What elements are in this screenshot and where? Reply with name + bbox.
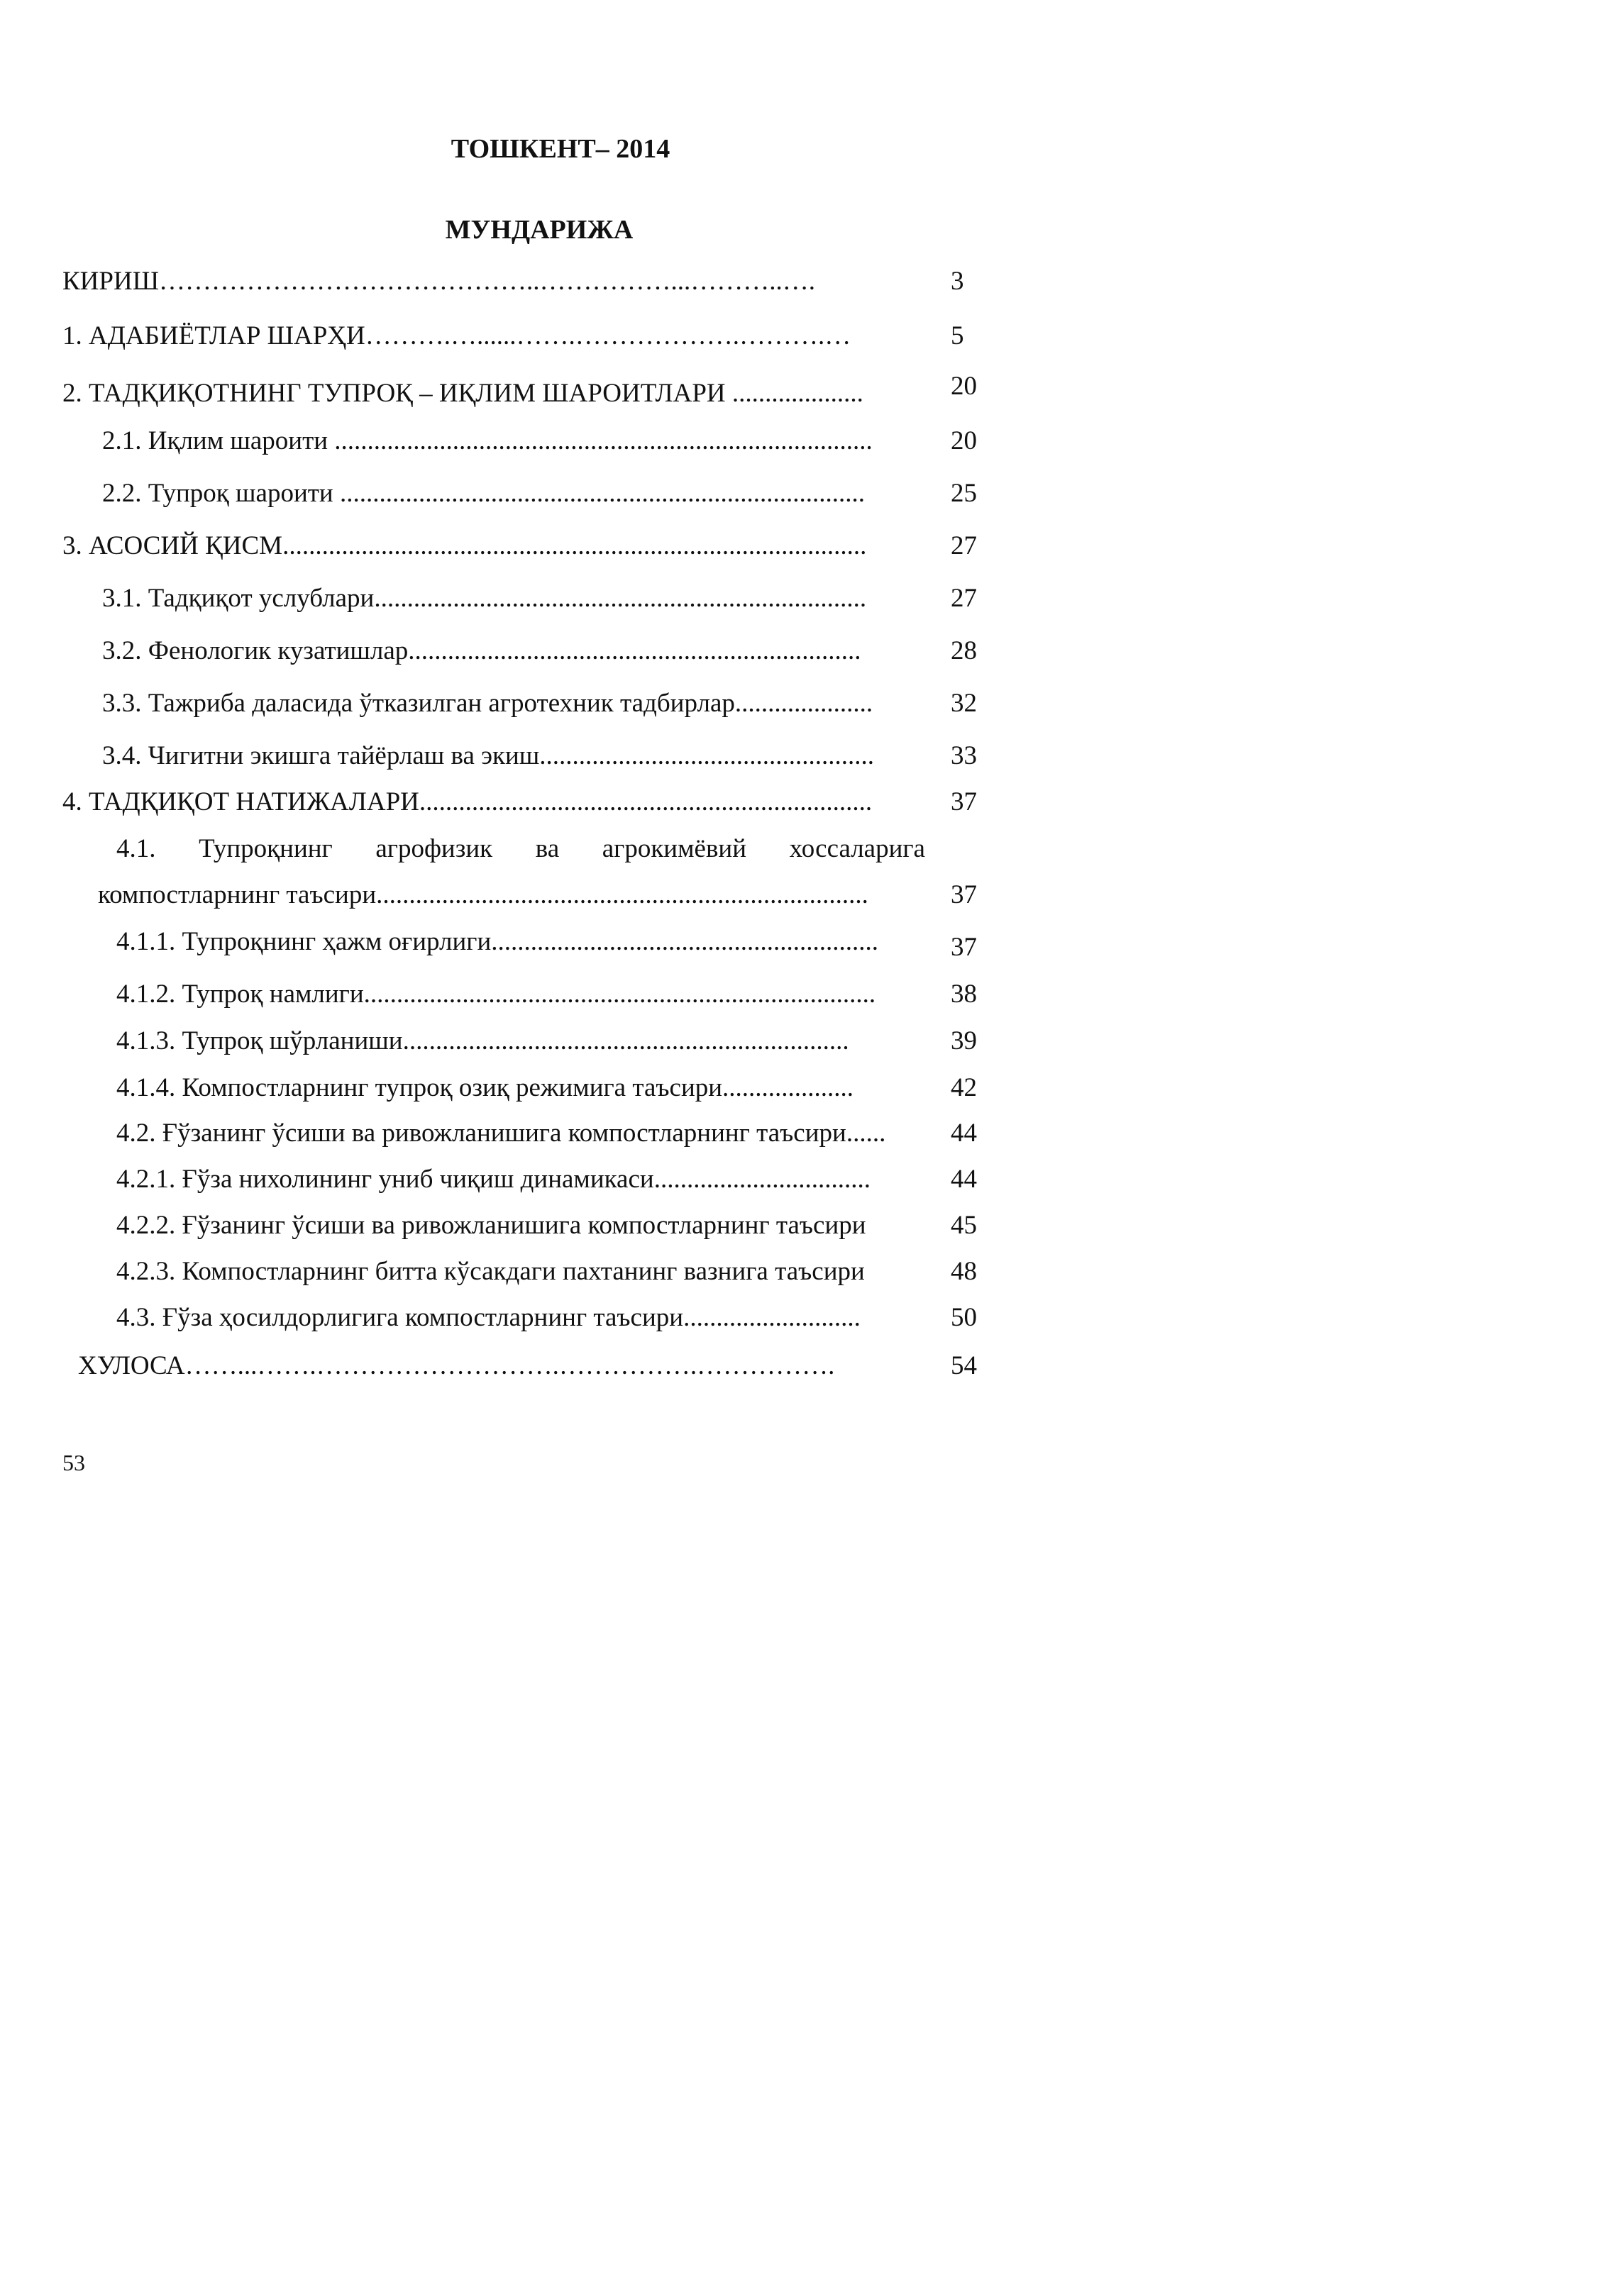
toc-entry-page: 54 <box>951 1351 977 1380</box>
toc-entry-page: 37 <box>951 933 977 962</box>
toc-entry-page: 44 <box>951 1165 977 1194</box>
toc-entry-label: 1. АДАБИЁТЛАР ШАРҲИ……….…......…….……………….……….… <box>62 321 851 350</box>
toc-word: 4.1. <box>116 834 156 863</box>
toc-entry-label: КИРИШ……………………………………..……………...………..…. <box>62 267 816 296</box>
toc-entry-label: 4.2.2. Ғўзанинг ўсиши ва ривожланишига компостларнинг таъсири <box>116 1211 866 1240</box>
toc-word: агрокимёвий <box>602 834 747 863</box>
toc-word: агрофизик <box>375 834 493 863</box>
toc-entry-page: 25 <box>951 479 977 508</box>
toc-entry-page: 32 <box>951 689 977 718</box>
toc-entry-label: 4.2.1. Ғўза нихолининг униб чиқиш динамикаси................................. <box>116 1165 871 1194</box>
toc-entry-label: 3. АСОСИЙ ҚИСМ......................................................................................... <box>62 531 867 560</box>
toc-title: МУНДАРИЖА <box>445 215 634 245</box>
toc-entry-label: 4. ТАДҚИҚОТ НАТИЖАЛАРИ..................................................................... <box>62 787 873 816</box>
toc-entry-page: 5 <box>951 321 964 350</box>
toc-word: ва <box>535 834 560 863</box>
toc-entry-page: 45 <box>951 1211 977 1240</box>
toc-entry-page: 48 <box>951 1257 977 1286</box>
toc-entry-label: 3.3. Тажриба даласида ўтказилган агротехник тадбирлар..................... <box>102 689 873 718</box>
toc-entry-label: 4.1.1. Тупроқнинг ҳажм оғирлиги........................................................... <box>116 927 878 956</box>
toc-entry-label: 3.2. Фенологик кузатишлар..................................................................... <box>102 636 861 665</box>
toc-word: хоссаларига <box>789 834 925 863</box>
toc-entry-label: 3.1. Тадқиқот услублари........................................................................... <box>102 584 867 613</box>
toc-entry-page: 27 <box>951 531 977 560</box>
page-number: 53 <box>62 1450 85 1475</box>
toc-word: Тупроқнинг <box>199 834 333 863</box>
toc-entry-label: 4.1.3. Тупроқ шўрланиши.................................................................... <box>116 1026 849 1055</box>
toc-entry-page: 42 <box>951 1073 977 1102</box>
toc-entry-4-1-first-line <box>116 833 925 864</box>
toc-entry-page: 37 <box>951 787 977 816</box>
toc-entry-page: 38 <box>951 980 977 1009</box>
toc-entry-page: 44 <box>951 1119 977 1148</box>
toc-entry-label: 3.4. Чигитни экишга тайёрлаш ва экиш................................................... <box>102 741 875 770</box>
toc-entry-label: 2.1. Иқлим шароити .................................................................................. <box>102 426 873 455</box>
city-year-heading: ТОШКЕНТ– 2014 <box>451 134 670 164</box>
toc-entry-page: 3 <box>951 267 964 296</box>
toc-entry-page: 20 <box>951 372 977 401</box>
toc-entry-label: компостларнинг таъсири........................................................................... <box>98 880 868 909</box>
toc-entry-page: 28 <box>951 636 977 665</box>
toc-entry-label: 4.2.3. Компостларнинг битта кўсакдаги пахтанинг вазнига таъсири <box>116 1257 865 1286</box>
toc-entry-page: 27 <box>951 584 977 613</box>
toc-entry-label: 4.3. Ғўза ҳосилдорлигига компостларнинг таъсири........................... <box>116 1303 861 1332</box>
toc-entry-label: 2.2. Тупроқ шароити ................................................................................ <box>102 479 865 508</box>
toc-entry-label: 2. ТАДҚИҚОТНИНГ ТУПРОҚ – ИҚЛИМ ШАРОИТЛАРИ .................... <box>62 379 863 408</box>
toc-entry-page: 37 <box>951 880 977 909</box>
toc-entry-page: 39 <box>951 1026 977 1055</box>
toc-entry-label: 4.1.4. Компостларнинг тупроқ озиқ режимига таъсири.................... <box>116 1073 854 1102</box>
toc-entry-page: 50 <box>951 1303 977 1332</box>
toc-entry-page: 20 <box>951 426 977 455</box>
toc-entry-label: ХУЛОСА……...…….……………………….…………….……………. <box>78 1351 835 1380</box>
toc-entry-page: 33 <box>951 741 977 770</box>
toc-entry-label: 4.2. Ғўзанинг ўсиши ва ривожланишига компостларнинг таъсири...... <box>116 1119 886 1148</box>
toc-entry-label: 4.1.2. Тупроқ намлиги.............................................................................. <box>116 980 876 1009</box>
